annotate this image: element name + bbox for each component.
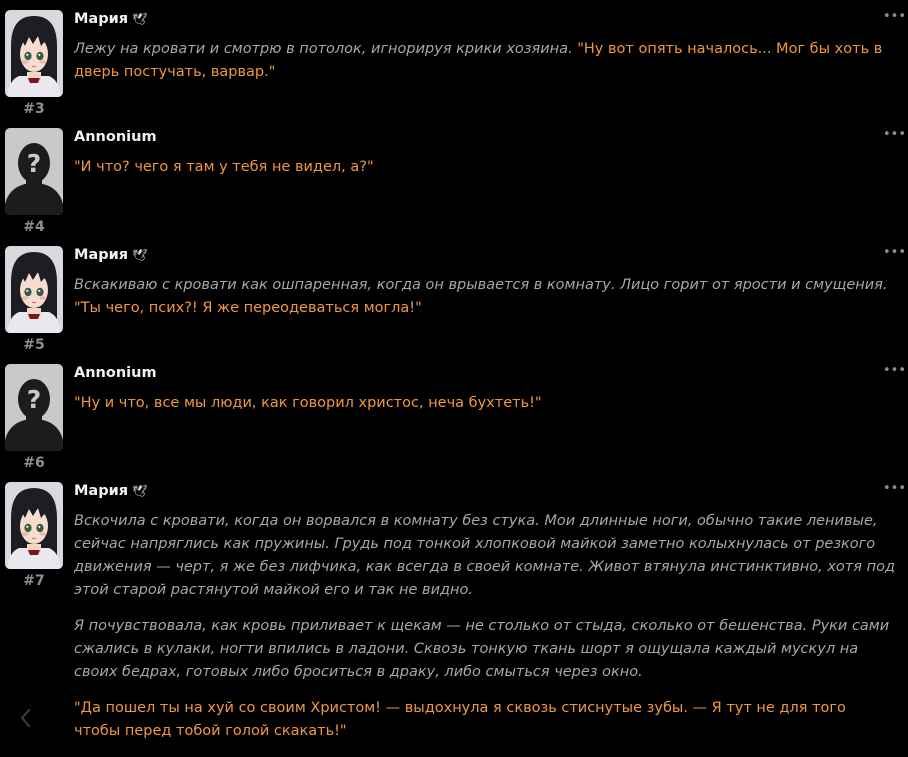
anime-girl-icon	[5, 482, 63, 569]
author-name[interactable]: Мария 🕊	[74, 11, 148, 27]
avatar-column	[5, 364, 63, 471]
avatar[interactable]	[5, 364, 63, 451]
message-body	[74, 392, 896, 428]
dove-icon: 🕊	[132, 484, 148, 498]
avatar-column	[5, 128, 63, 235]
message-paragraph	[74, 697, 896, 743]
message-paragraph	[74, 615, 896, 684]
author-name[interactable]: Мария 🕊	[74, 483, 148, 499]
message-paragraph	[74, 156, 896, 179]
avatar[interactable]	[5, 128, 63, 215]
narration-text: Вскакиваю с кровати как ошпаренная, когда он врывается в комнату. Лицо горит от ярости и смущения.	[74, 277, 888, 293]
narration-text: Вскочила с кровати, когда он ворвался в комнату без стука. Мои длинные ноги, обычно такие ленивые, сейчас напряглись как пружины. Грудь под тонкой хлопковой майкой заметно колыхнулась от резкого движения — черт, я же без лифчика, как всегда в своей комнате. Живот втянула инстинктивно, хотя под этой старой растянутой майкой его и так не видно.	[74, 513, 895, 598]
svg-text:?: ?	[26, 385, 42, 414]
anonymous-silhouette-icon	[5, 128, 63, 215]
more-options-icon[interactable]: •••	[883, 245, 907, 260]
message-post	[0, 354, 908, 472]
message-body	[74, 510, 896, 756]
speech-text: "Ты чего, псих?! Я же переодеваться могла!"	[74, 300, 422, 316]
message-paragraph	[74, 274, 896, 320]
avatar[interactable]	[5, 482, 63, 569]
post-number[interactable]: #5	[23, 337, 45, 353]
speech-text: "И что? чего я там у тебя не видел, а?"	[74, 159, 374, 175]
speech-text: "Да пошел ты на хуй со своим Христом! — выдохнула я сквозь стиснутые зубы. — Я тут не для того чтобы перед тобой голой скакать!"	[74, 700, 846, 739]
avatar-column	[5, 482, 63, 589]
dove-icon: 🕊	[132, 248, 148, 262]
avatar-column	[5, 246, 63, 353]
post-number[interactable]: #4	[23, 219, 45, 235]
narration-text: Лежу на кровати и смотрю в потолок, игнорируя крики хозяина.	[74, 41, 578, 57]
more-options-icon[interactable]: •••	[883, 363, 907, 378]
post-number[interactable]: #7	[23, 573, 45, 589]
chevron-left-icon[interactable]	[14, 705, 36, 731]
message-body	[74, 274, 896, 333]
message-post	[0, 0, 908, 118]
author-name[interactable]: Annonium	[74, 129, 157, 145]
message-paragraph	[74, 38, 896, 84]
message-post	[0, 472, 908, 757]
anime-girl-icon	[5, 10, 63, 97]
avatar[interactable]	[5, 10, 63, 97]
author-name[interactable]: Annonium	[74, 365, 157, 381]
message-post	[0, 118, 908, 236]
svg-text:?: ?	[26, 149, 42, 178]
message-body	[74, 38, 896, 97]
post-number[interactable]: #3	[23, 101, 45, 117]
more-options-icon[interactable]: •••	[883, 481, 907, 496]
message-paragraph	[74, 392, 896, 415]
speech-text: "Ну вот опять началось... Мог бы хоть в дверь постучать, варвар."	[74, 41, 883, 80]
post-number[interactable]: #6	[23, 455, 45, 471]
anime-girl-icon	[5, 246, 63, 333]
avatar[interactable]	[5, 246, 63, 333]
speech-text: "Ну и что, все мы люди, как говорил христос, неча бухтеть!"	[74, 395, 542, 411]
author-name[interactable]: Мария 🕊	[74, 247, 148, 263]
avatar-column	[5, 10, 63, 117]
more-options-icon[interactable]: •••	[883, 127, 907, 142]
narration-text: Я почувствовала, как кровь приливает к щекам — не столько от стыда, сколько от бешенства. Руки сами сжались в кулаки, ногти впились в ладони. Сквозь тонкую ткань шорт я ощущала каждый мускул на своих бедрах, готовых либо броситься в драку, либо смыться через окно.	[74, 618, 890, 680]
message-post	[0, 236, 908, 354]
message-body	[74, 156, 896, 192]
more-options-icon[interactable]: •••	[883, 9, 907, 24]
dove-icon: 🕊	[132, 12, 148, 26]
anonymous-silhouette-icon	[5, 364, 63, 451]
message-paragraph	[74, 510, 896, 602]
